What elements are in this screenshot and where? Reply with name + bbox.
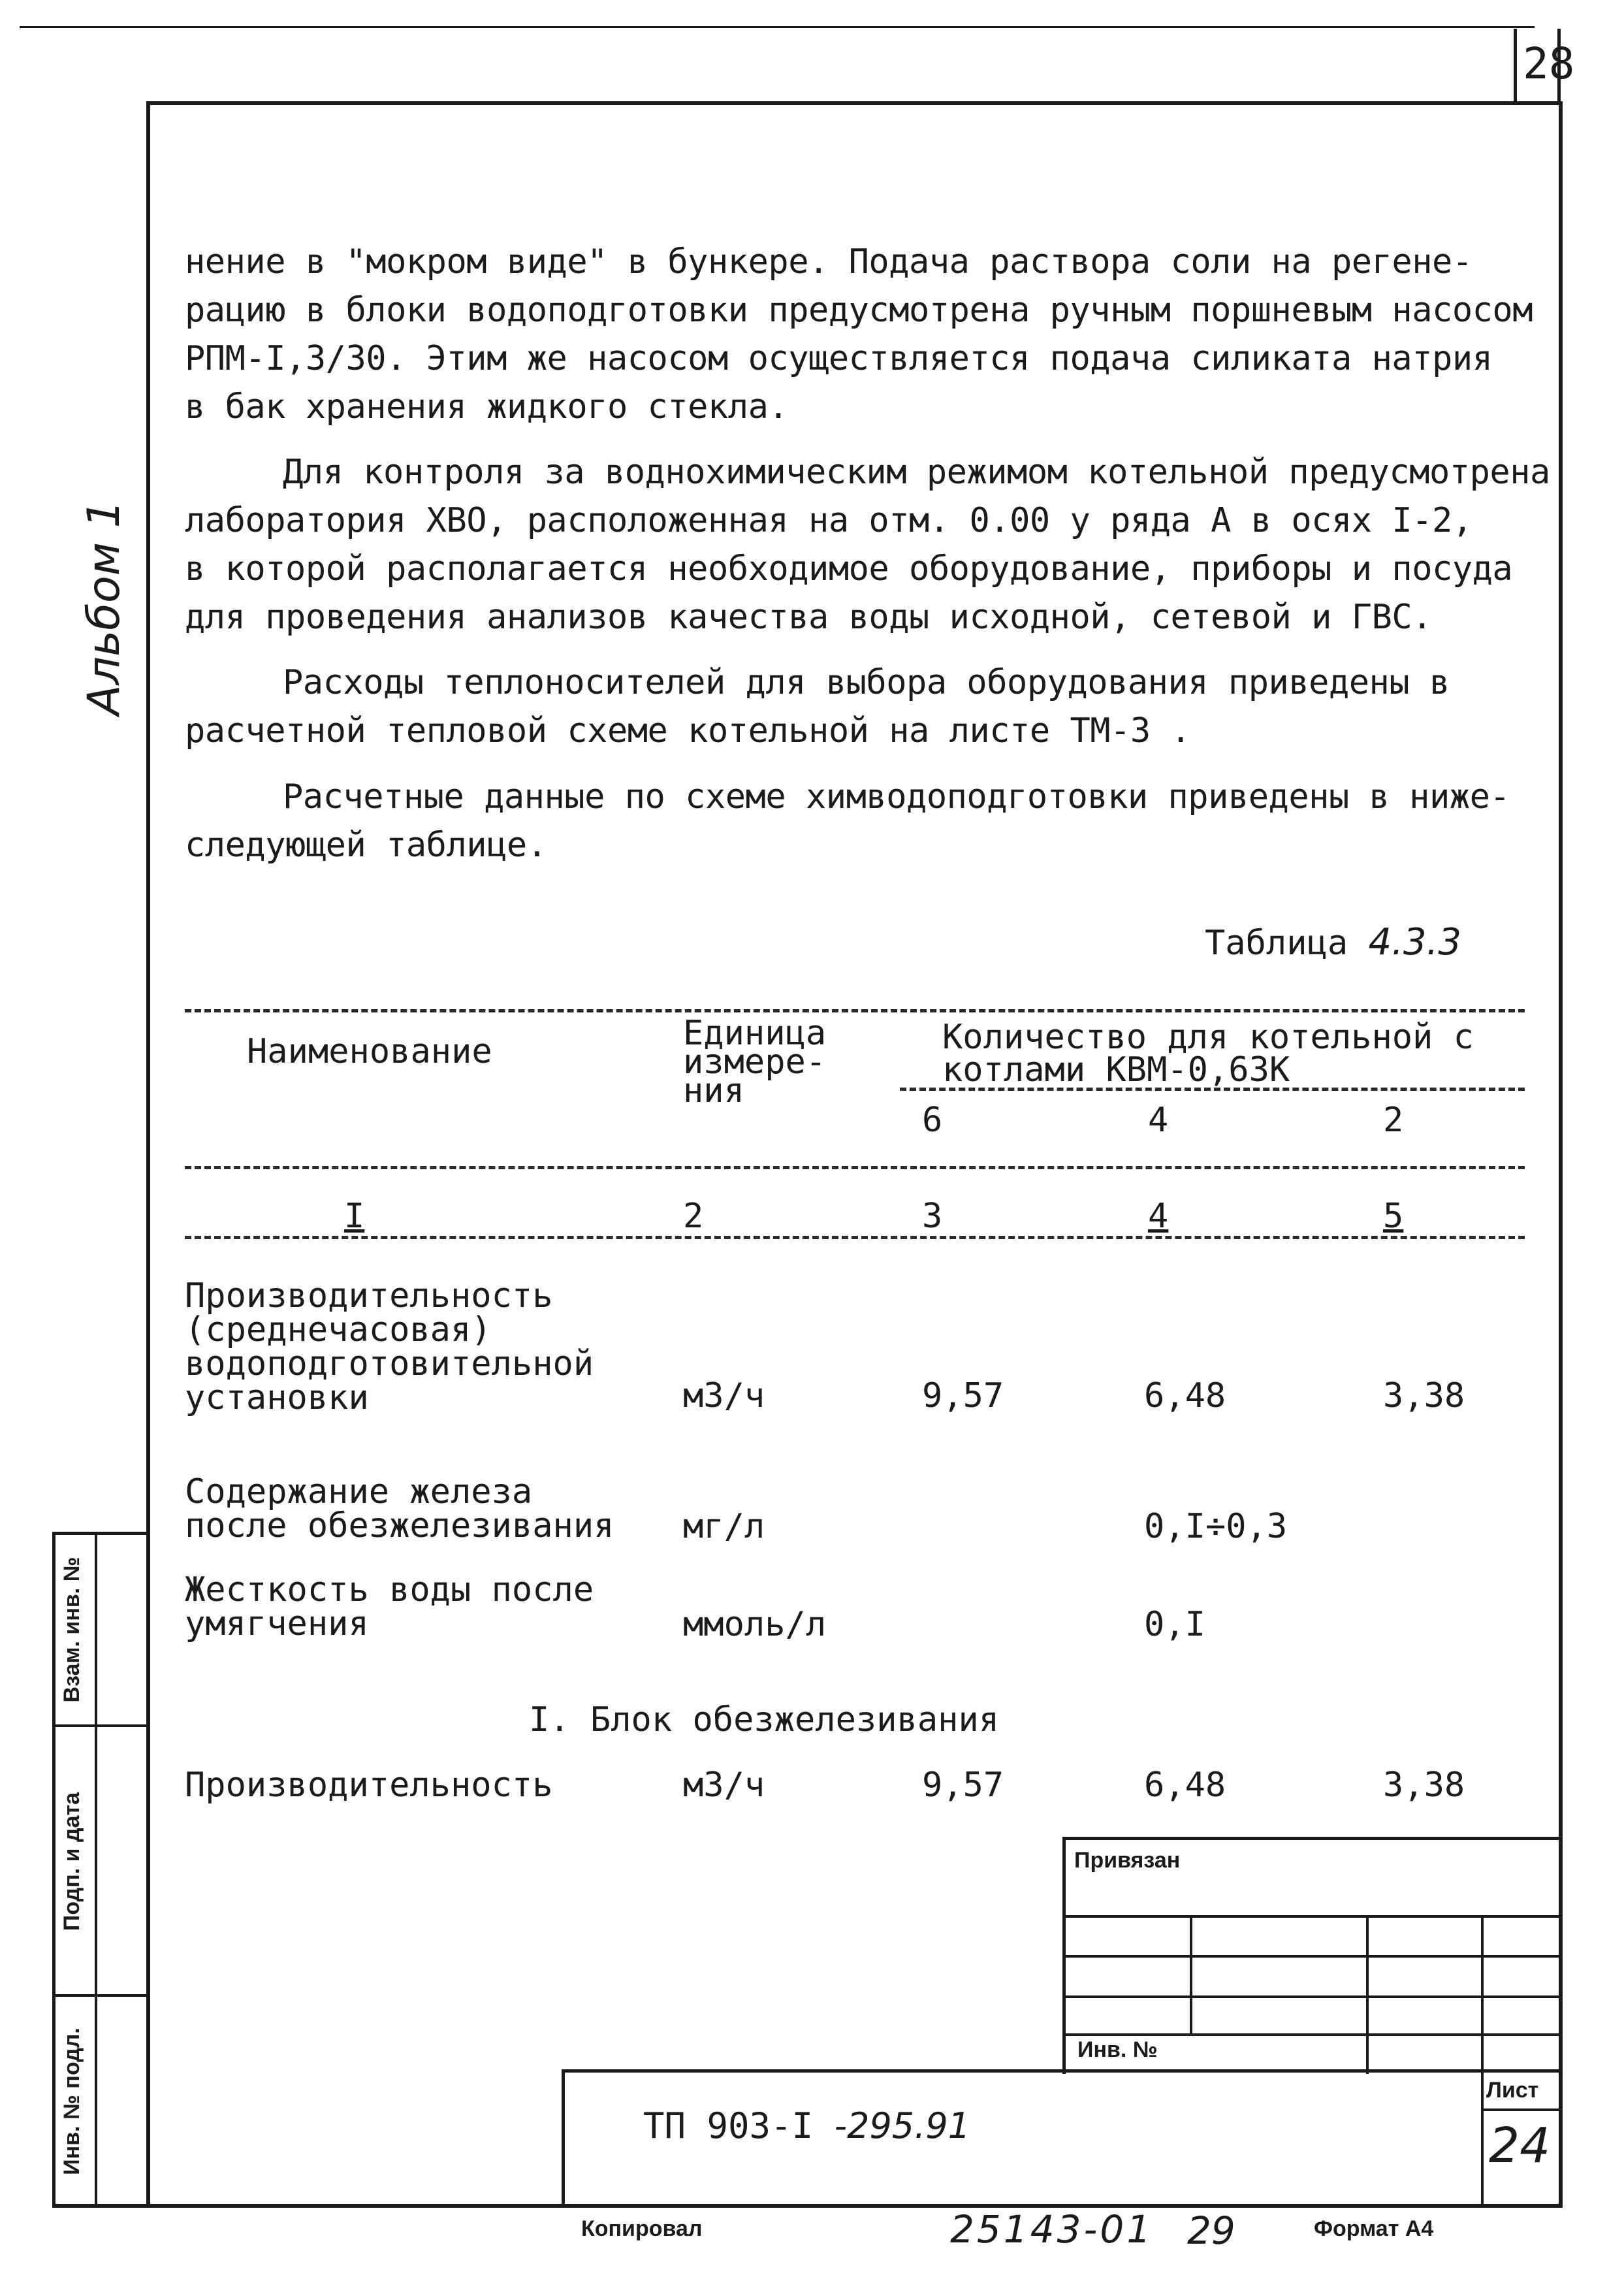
row-value: 9,57 <box>922 1376 1004 1415</box>
header-qty <box>942 1018 1474 1090</box>
stamp-sheet-divider <box>1481 2108 1563 2111</box>
stamp-grid-h3 <box>1062 1995 1563 1998</box>
frame-left <box>146 101 150 2208</box>
strip-sign-date: Подп. и дата <box>59 1792 84 1931</box>
table-caption-number: 4.3.3 <box>1368 921 1461 963</box>
row-name-line: умягчения <box>185 1604 369 1643</box>
column-number: I <box>344 1197 365 1236</box>
stamp-grid-v3 <box>1481 1915 1484 2207</box>
section-row-value: 6,48 <box>1144 1766 1226 1805</box>
frame-top <box>146 101 1562 105</box>
text-line: лаборатория ХВО, расположенная на отм. 0.00 у ряда А в осях I-2, <box>185 501 1473 540</box>
table-caption-prefix: Таблица <box>1205 924 1348 963</box>
header-qty-line: котлами КВМ-0,63К <box>942 1050 1290 1090</box>
section-title: I. Блок обезжелезивания <box>529 1700 1000 1739</box>
stamp-grid-h2 <box>1062 1955 1563 1958</box>
stamp-main-top <box>562 2069 1563 2073</box>
text-line: нение в "мокром виде" в бункере. Подача раствора соли на регене- <box>185 242 1473 282</box>
row-unit: ммоль/л <box>683 1605 827 1644</box>
top-rule <box>20 26 1535 28</box>
stamp-grid-v2 <box>1366 1915 1369 2074</box>
text-line: расчетной тепловой схеме котельной на листе ТМ-3 . <box>185 711 1191 751</box>
strip-divider-v <box>95 1532 97 2208</box>
header-unit-line: Единица <box>683 1014 827 1053</box>
strip-zam-inv: Взам. инв. № <box>59 1557 84 1703</box>
section-row-name: Производительность <box>185 1766 553 1805</box>
header-boiler-count: 2 <box>1383 1101 1404 1140</box>
paragraph-2 <box>185 448 1550 641</box>
paragraph-3 <box>185 658 1450 755</box>
stamp-grid-h4 <box>1062 2033 1563 2036</box>
row-name-line: Жесткость воды после <box>185 1570 594 1609</box>
row-name-line: водоподготовительной <box>185 1344 594 1383</box>
text-line: в бак хранения жидкого стекла. <box>185 387 789 427</box>
strip-inv-podl: Инв. № подл. <box>59 2027 84 2175</box>
row-name-line: установки <box>185 1378 369 1417</box>
strip-divider-h2 <box>52 1994 150 1997</box>
column-number: 5 <box>1383 1197 1404 1236</box>
stamp-main-left <box>562 2069 565 2208</box>
header-unit-line: ния <box>683 1071 744 1110</box>
row-unit: мг/л <box>683 1507 765 1546</box>
text-line: рацию в блоки водоподготовки предусмотрена ручным поршневым насосом <box>185 291 1533 330</box>
row-value: 3,38 <box>1383 1376 1465 1415</box>
album-label: Альбом 1 <box>78 500 130 715</box>
stamp-grid-h1 <box>1062 1915 1563 1918</box>
section-row-value: 9,57 <box>922 1766 1004 1805</box>
row-value: 6,48 <box>1144 1376 1226 1415</box>
paragraph-4 <box>185 773 1510 869</box>
row-name-line: Содержание железа <box>185 1472 533 1511</box>
header-unit-line: измере- <box>683 1042 827 1082</box>
stamp-sheet-number: 24 <box>1489 2118 1551 2174</box>
text-line: Для контроля за воднохимическим режимом котельной предусмотрена <box>283 453 1550 492</box>
text-line: РПМ-I,3/30. Этим же насосом осуществляется подача силиката натрия <box>185 339 1493 378</box>
stamp-grid-v1 <box>1190 1915 1192 2035</box>
table-rule-header-bottom <box>185 1166 1525 1169</box>
text-line: Расходы теплоносителей для выбора оборудования приведены в <box>283 663 1450 702</box>
table-caption <box>1205 920 1461 966</box>
text-line: следующей таблице. <box>185 826 547 865</box>
row-name-line: Производительность <box>185 1276 553 1316</box>
doc-code-suffix: -295.91 <box>834 2105 971 2146</box>
doc-code-prefix: ТП 903-I <box>643 2105 814 2146</box>
footer-handwritten-code: 25143-01 <box>950 2207 1154 2252</box>
frame-right <box>1559 101 1563 2208</box>
text-line: Расчетные данные по схеме химводоподготовки приведены в ниже- <box>283 777 1510 816</box>
column-number: 4 <box>1148 1197 1169 1236</box>
text-line: для проведения анализов качества воды исходной, сетевой и ГВС. <box>185 598 1433 637</box>
table-row-name <box>185 1472 614 1545</box>
stamp-doc-code <box>643 2103 970 2149</box>
table-rule-top <box>185 1009 1525 1012</box>
section-row-value: 3,38 <box>1383 1766 1465 1805</box>
header-name: Наименование <box>247 1032 492 1071</box>
row-merged-value: 0,I <box>1144 1605 1205 1644</box>
row-unit: м3/ч <box>683 1376 765 1415</box>
paragraph-1 <box>185 238 1533 431</box>
strip-divider-h1 <box>52 1724 150 1727</box>
table-row-name <box>185 1276 594 1417</box>
stamp-sheet-label: Лист <box>1486 2078 1539 2103</box>
header-qty-line: Количество для котельной с <box>942 1018 1474 1057</box>
stamp-bound-label: Привязан <box>1074 1848 1181 1873</box>
header-boiler-count: 4 <box>1148 1101 1169 1140</box>
footer-handwritten-page: 29 <box>1187 2208 1235 2253</box>
row-name-line: (среднечасовая) <box>185 1310 492 1349</box>
table-rule-colnums <box>185 1236 1525 1239</box>
table-row-name <box>185 1570 594 1643</box>
section-row-unit: м3/ч <box>683 1766 765 1805</box>
header-unit <box>683 1014 827 1110</box>
corner-page-number: 28 <box>1523 39 1575 89</box>
footer-format: Формат А4 <box>1314 2216 1434 2241</box>
footer-copied: Копировал <box>581 2216 703 2241</box>
column-number: 2 <box>683 1197 704 1236</box>
stamp-top <box>1062 1837 1563 1840</box>
stamp-inv-label: Инв. № <box>1077 2037 1158 2062</box>
row-name-line: после обезжелезивания <box>185 1506 614 1545</box>
column-number: 3 <box>922 1197 943 1236</box>
row-merged-value: 0,I÷0,3 <box>1144 1507 1288 1546</box>
text-line: в которой располагается необходимое оборудование, приборы и посуда <box>185 549 1513 589</box>
header-boiler-count: 6 <box>922 1101 943 1140</box>
frame-bottom <box>52 2204 1563 2208</box>
